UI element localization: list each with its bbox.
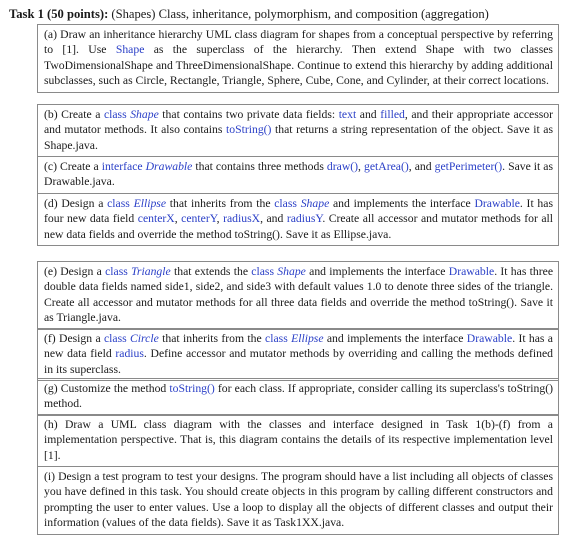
part-c-text: interface <box>101 160 146 173</box>
part-c-text: Drawable <box>145 160 193 173</box>
part-d-text: Drawable <box>474 197 520 210</box>
part-e-text: class <box>251 265 278 278</box>
part-f-text: Circle <box>130 332 159 345</box>
part-c-text: , and <box>408 160 435 173</box>
part-b-text: filled <box>380 108 405 121</box>
part-a-box <box>37 24 559 93</box>
part-c-text: draw() <box>326 160 359 173</box>
part-b-text: and <box>356 108 381 121</box>
part-d-text: and implements the interface <box>329 197 475 210</box>
part-a-text: (a) Draw an inheritance hierarchy UML class diagram for shapes from a conceptual perspective by referring to [1]. Use <box>44 28 553 57</box>
part-d-text: centerY <box>181 212 217 226</box>
part-d-text: class <box>274 197 301 210</box>
part-d-box <box>37 193 559 246</box>
part-f-text: Ellipse <box>291 332 324 345</box>
part-b-text: Shape <box>130 108 159 121</box>
part-d-text: . It has four new data field <box>44 197 554 226</box>
part-e-box <box>37 261 559 330</box>
part-f-text: and implements the interface <box>323 332 467 345</box>
part-c-text: getArea() <box>364 160 409 173</box>
part-f-text: that inherits from the <box>158 332 266 345</box>
part-e-text: (e) Design a <box>44 265 106 278</box>
part-d-text: class <box>107 197 134 210</box>
part-f-text: . Define accessor and mutator methods by overriding and calling the methods defined in its superclass. <box>44 347 553 376</box>
part-b-text: that returns a string representation of the object. Save it as Shape.java. <box>44 123 553 152</box>
part-g-text: toString() <box>169 382 215 395</box>
part-b-text: text <box>338 108 357 121</box>
task-heading <box>9 6 564 23</box>
part-c-box <box>37 156 559 194</box>
part-d-text: that inherits from the <box>166 197 275 210</box>
part-f-text: (f) Design a <box>44 332 104 345</box>
part-f-text: Drawable <box>466 332 513 345</box>
part-b-text: (b) Create a <box>44 108 104 121</box>
part-h-text: (h) Draw a UML class diagram with the classes and interface designed in Task 1(b)-(f) from a implementation perspective. That is, this diagram contains the details of its respective implementation level [1]. <box>44 418 553 462</box>
part-f-text: class <box>103 332 131 345</box>
part-f-text: . It has a new data field <box>44 332 553 361</box>
part-b-text: that contains two private data fields: <box>158 108 339 121</box>
part-d-text: Shape <box>300 197 330 210</box>
part-f-text: radius <box>115 347 144 361</box>
part-c-text: that contains three methods <box>192 160 327 173</box>
part-e-text: class <box>105 265 132 278</box>
part-e-text: Drawable <box>448 265 495 278</box>
part-e-text: . It has three double data fields named side1, side2, and side3 with default values 1.0 to denote three sides of the triangle. Create all accessor and mutator methods for all three data fields and override the method toString(). Save it as Triangle.java. <box>44 265 554 325</box>
part-i-text: (i) Design a test program to test your designs. The program should have a list including all objects of classes you have defined in this task. You should create objects in this program by calling different constructors and prompting the user to enter values. Use a loop to display all the objects of different classes and output their information (values of the data fields). Save it as Task1XX.java. <box>44 470 553 530</box>
part-c-text: , <box>358 160 364 173</box>
part-c-text: getPerimeter() <box>434 160 503 173</box>
part-d-text: Ellipse <box>133 197 167 210</box>
part-c-text: (c) Create a <box>44 160 102 173</box>
part-d-text: centerX <box>137 212 175 226</box>
part-b-text: toString() <box>226 123 272 137</box>
part-e-text: that extends the <box>170 265 252 278</box>
part-d-text: , <box>174 212 182 226</box>
part-i-box <box>37 466 559 535</box>
part-b-text: , and their appropriate accessor and mutator methods. It also contains <box>44 108 554 137</box>
part-e-text: Shape <box>277 265 306 278</box>
part-g-text: for each class. If appropriate, consider calling its superclass's toString() method. <box>44 382 553 411</box>
part-f-text: class <box>265 332 292 345</box>
task-label: Task 1 (50 points): <box>9 7 109 21</box>
part-d-text: , and <box>260 212 287 226</box>
part-g-box <box>37 378 559 416</box>
part-e-text: and implements the interface <box>305 265 449 278</box>
part-d-text: , <box>216 212 224 226</box>
part-b-text: class <box>103 108 131 121</box>
task-description: (Shapes) Class, inheritance, polymorphism, and composition (aggregation) <box>111 7 489 21</box>
part-e-text: Triangle <box>131 265 171 278</box>
part-a-text: as the superclass of the hierarchy. Then extend Shape with two classes TwoDimensionalShape and ThreeDimensionalShape. Continue to extend this hierarchy by adding additional subclasses, such as Circle, Rectangle, Triangle, Sphere, Cube, Cone, and Cylinder, at their correct locations. <box>44 43 553 88</box>
part-d-text: (d) Design a <box>44 197 108 210</box>
part-h-box <box>37 414 559 467</box>
part-g-text: (g) Customize the method <box>44 382 170 395</box>
part-d-text: radiusY <box>286 212 323 226</box>
part-c-text: . Save it as Drawable.java. <box>44 160 554 189</box>
part-d-text: radiusX <box>223 212 261 226</box>
part-a-text: Shape <box>115 43 145 57</box>
part-f-box <box>37 328 559 381</box>
part-b-box <box>37 104 559 157</box>
part-d-text: . Create all accessor and mutator methods for all new data fields and override the method toString(). Save it as Ellipse.java. <box>44 212 554 241</box>
